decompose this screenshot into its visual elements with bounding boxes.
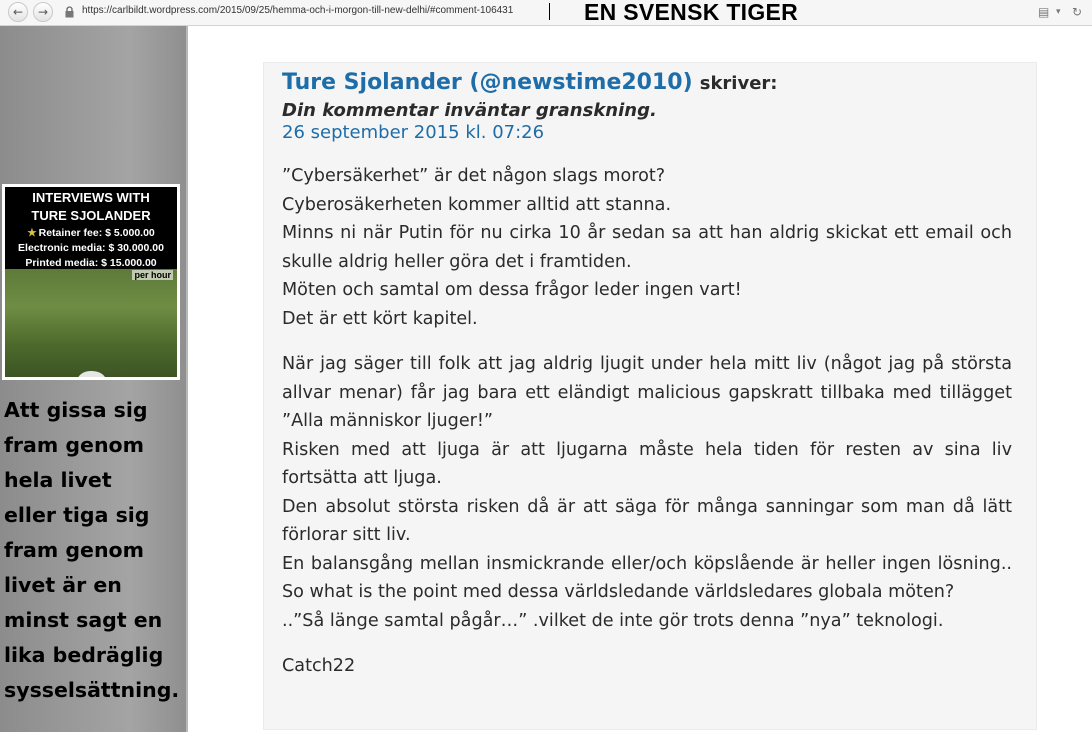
per-hour-label: per hour — [134, 270, 171, 280]
sidebar-quote-line: fram genom — [4, 433, 144, 457]
comment-card — [263, 62, 1037, 730]
sidebar-quote-line: minst sagt en — [4, 608, 163, 632]
promo-title-line1: INTERVIEWS WITH — [32, 190, 150, 205]
star-icon: ★ — [27, 227, 37, 239]
comment-paragraph: När jag säger till folk att jag aldrig ljugit under hela mitt liv (något jag på största allvar menar) får jag bara ett eländigt malicious gapskratt tillbaka med tillägget ”Alla människor ljuger!” Risken med att ljuga är att ljugarna måste hela tiden för resten av sina liv fortsätta att ljuga. Den absolut största risken då är att säga för många sanningar som man då lätt förlorar sitt liv. En balansgång mellan insmickrande eller/och köpslående är heller ingen lösning.. So what is the point med dessa världsledande världsledares globala möten? ..”Så länge samtal pågår…” .vilket de inte gör trots denna ”nya” teknologi. — [282, 354, 1012, 631]
promo-fee-printed: Printed media: $ 15.000.00 — [25, 257, 157, 269]
address-bar[interactable]: https://carlbildt.wordpress.com/2015/09/25/hemma-och-i-morgon-till-new-delhi/#comment-106431 — [82, 5, 514, 16]
moderation-notice: Din kommentar inväntar granskning. — [282, 100, 657, 121]
promo-fee-text: Retainer fee: $ 5.000.00 — [38, 227, 155, 239]
sidebar-quote-line: lika bedräglig — [4, 643, 164, 667]
promo-photo — [5, 269, 177, 377]
text-cursor — [549, 3, 550, 20]
interview-promo-banner[interactable] — [2, 184, 180, 380]
reader-icon[interactable]: ▤ — [1038, 5, 1050, 19]
comment-says-label: skriver: — [699, 73, 778, 94]
sidebar-quote-line: fram genom — [4, 538, 144, 562]
sidebar-quote-line: livet är en — [4, 573, 122, 597]
sidebar-quote-line: eller tiga sig — [4, 503, 150, 527]
portrait-image — [55, 367, 127, 377]
promo-fee-retainer — [5, 227, 177, 239]
forward-icon[interactable]: → — [33, 2, 53, 22]
promo-fee-electronic: Electronic media: $ 30.000.00 — [18, 242, 164, 254]
refresh-icon[interactable]: ↻ — [1072, 5, 1083, 19]
sidebar-quote — [4, 393, 204, 708]
comment-signature: Catch22 — [282, 656, 356, 676]
sidebar-quote-line: Att gissa sig — [4, 398, 148, 422]
comment-header — [282, 70, 778, 95]
back-icon[interactable]: ← — [8, 2, 28, 22]
browser-toolbar — [0, 0, 1092, 26]
comment-author-link[interactable]: Ture Sjolander (@newstime2010) — [282, 70, 693, 95]
lock-icon — [65, 6, 74, 18]
sidebar-quote-line: hela livet — [4, 468, 112, 492]
comment-date-link[interactable]: 26 september 2015 kl. 07:26 — [282, 122, 545, 143]
overlay-title: EN SVENSK TIGER — [584, 0, 799, 25]
promo-content — [5, 187, 177, 377]
comment-paragraph: ”Cybersäkerhet” är det någon slags morot? Cyberosäkerheten kommer alltid att stanna. Minns ni när Putin för nu cirka 10 år sedan sa att han aldrig skickat ett email och skulle aldrig heller göra det i framtiden. Möten och samtal om dessa frågor leder ingen vart! Det är ett kört kapitel. — [282, 166, 1012, 329]
dropdown-icon[interactable]: ▾ — [1056, 7, 1061, 17]
promo-title-line2: TURE SJOLANDER — [31, 208, 151, 223]
sidebar-quote-line: sysselsättning. — [4, 678, 180, 702]
comment-body — [282, 162, 1012, 681]
